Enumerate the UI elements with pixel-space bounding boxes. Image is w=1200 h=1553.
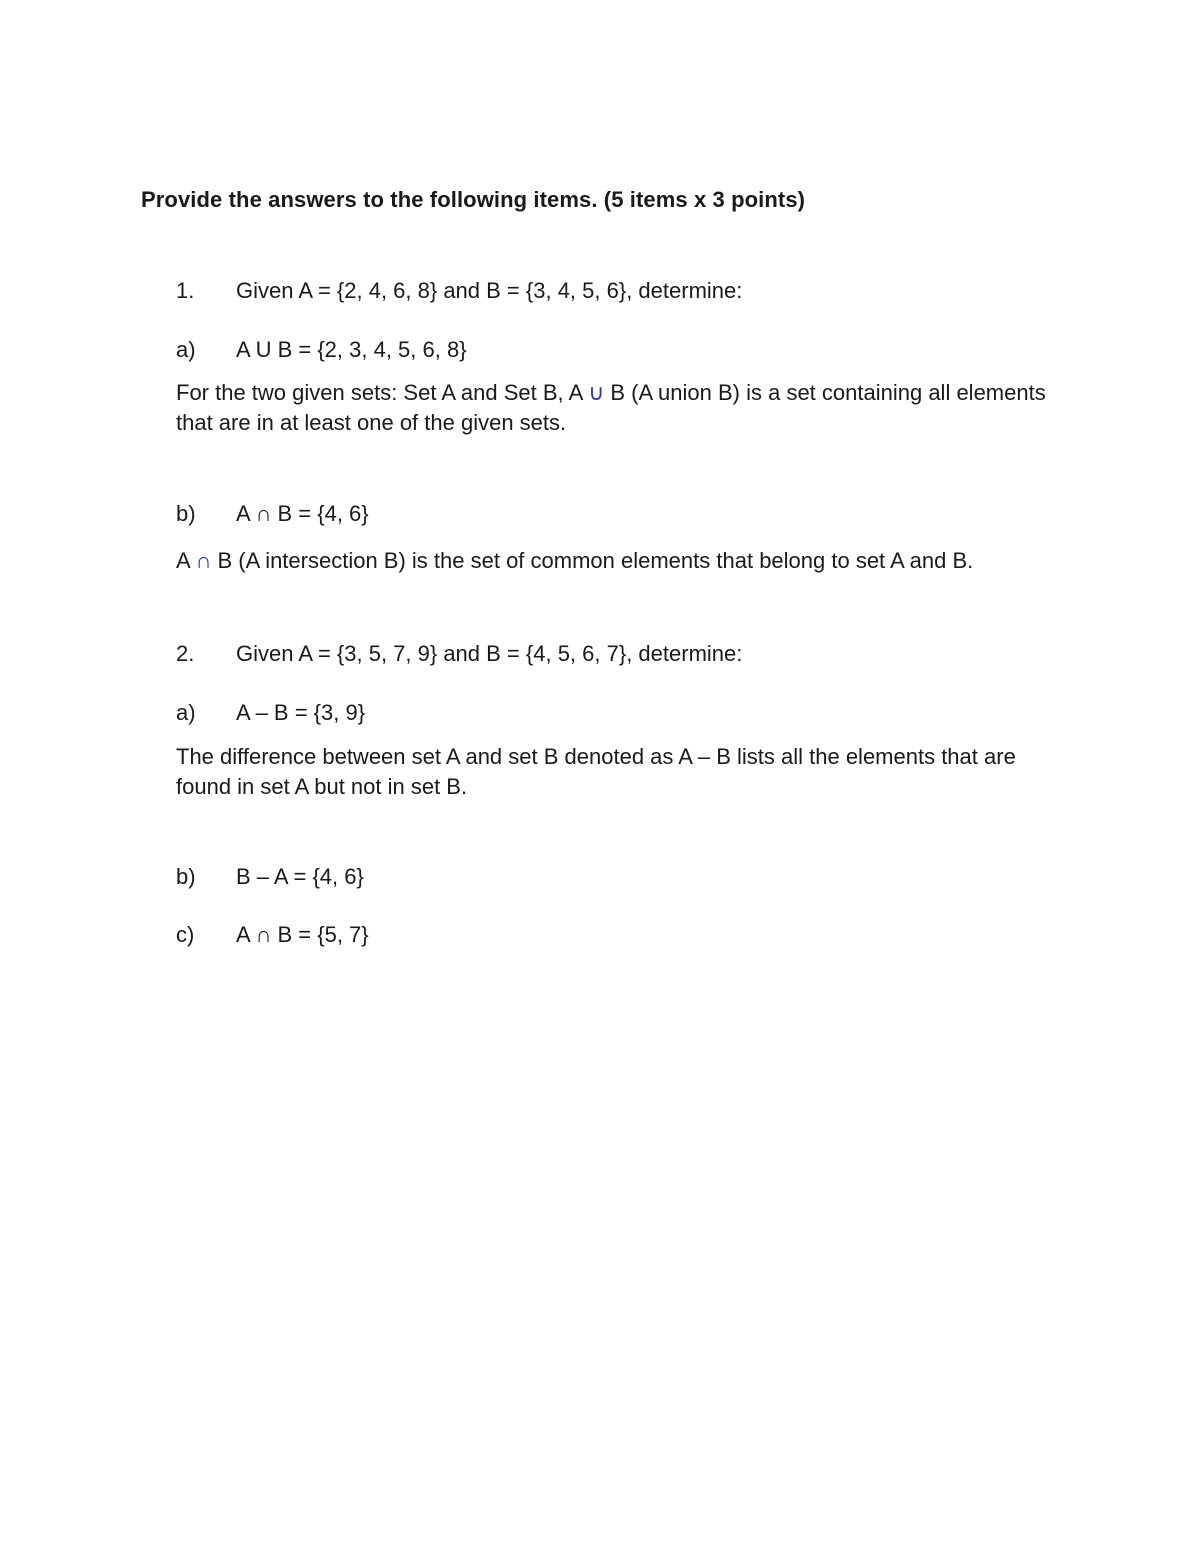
item-2a-answer: A – B = {3, 9} xyxy=(236,700,366,725)
item-2b-answer: B – A = {4, 6} xyxy=(236,864,364,889)
item-1a-label: a) xyxy=(176,337,196,362)
union-symbol: ∪ xyxy=(588,380,605,405)
item-1b-label: b) xyxy=(176,501,196,526)
intersection-symbol: ∩ xyxy=(195,548,212,573)
item-1-number: 1. xyxy=(176,278,195,303)
item-1b-explanation xyxy=(176,546,1056,576)
item-2c-label: c) xyxy=(176,922,195,947)
item-2-prompt: Given A = {3, 5, 7, 9} and B = {4, 5, 6, 7}, determine: xyxy=(236,641,743,666)
item-1b-explanation-end: B (A intersection B) is the set of common elements that belong to set A and B. xyxy=(211,548,974,573)
item-2-number: 2. xyxy=(176,641,195,666)
item-2c-line xyxy=(176,922,369,948)
item-1b-line xyxy=(176,501,369,527)
item-1-prompt-line xyxy=(176,278,742,304)
item-2a-explanation: The difference between set A and set B denoted as A – B lists all the elements that are found in set A but not in set B. xyxy=(176,744,1016,799)
item-2-prompt-line xyxy=(176,641,742,667)
item-1a-explanation-end: B (A union B) is a set containing all elements that are in at least one of the given sets. xyxy=(176,380,1046,435)
item-1b-answer: A ∩ B = {4, 6} xyxy=(236,501,369,526)
item-1-prompt: Given A = {2, 4, 6, 8} and B = {3, 4, 5, 6}, determine: xyxy=(236,278,743,303)
item-1a-explanation-start: For the two given sets: Set A and Set B, A xyxy=(176,380,589,405)
item-1a-answer: A U B = {2, 3, 4, 5, 6, 8} xyxy=(236,337,467,362)
item-1a-line xyxy=(176,337,467,363)
item-2a-label: a) xyxy=(176,700,196,725)
item-1b-explanation-start: A xyxy=(176,548,196,573)
item-2b-line xyxy=(176,864,364,890)
item-2a-line xyxy=(176,700,365,726)
item-2c-answer: A ∩ B = {5, 7} xyxy=(236,922,369,947)
item-1a-explanation xyxy=(176,378,1056,438)
item-2b-label: b) xyxy=(176,864,196,889)
page-heading: Provide the answers to the following items. (5 items x 3 points) xyxy=(141,187,806,212)
